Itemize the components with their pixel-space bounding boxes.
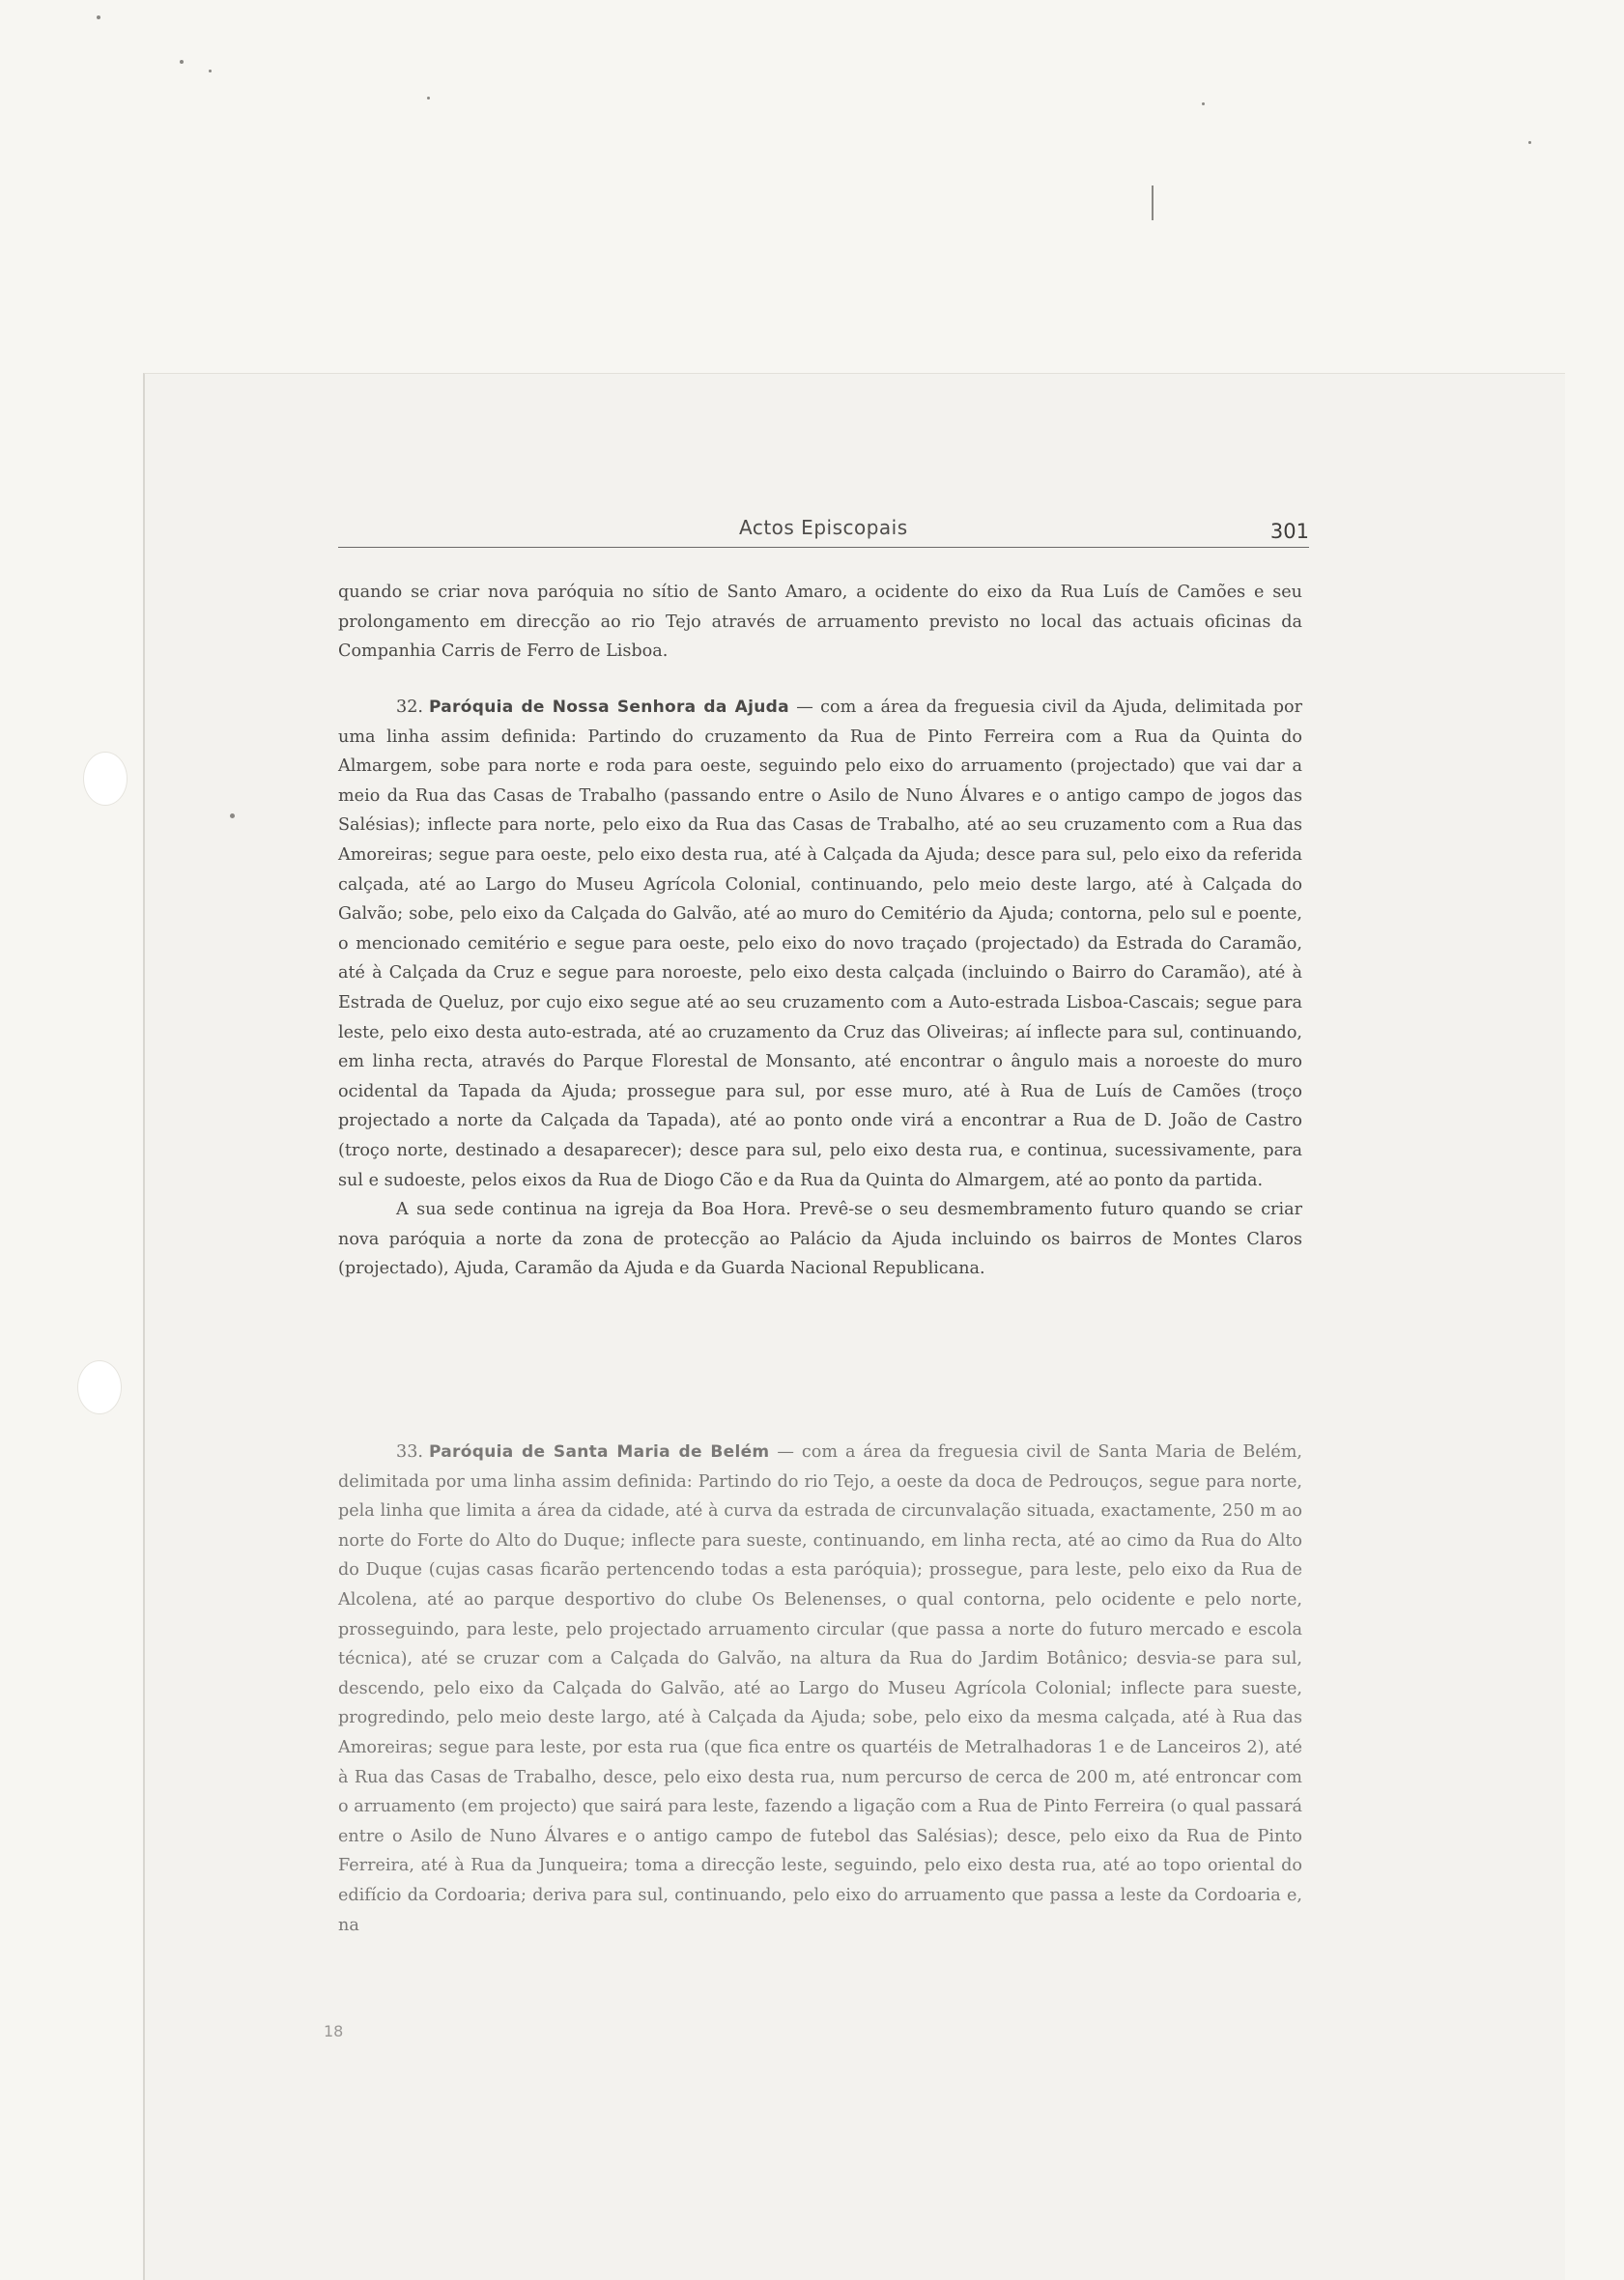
scan-speck [427,97,430,100]
scan-speck [1202,102,1205,105]
page-number: 301 [1269,520,1309,543]
section-32-paragraph [338,693,1302,1195]
section-32-sede: A sua sede continua na igreja da Boa Hora. Prevê-se o seu desmembramento futuro quando se criar nova paróquia a norte da zona de protecção ao Palácio da Ajuda incluindo os bairros de Montes Claros (projectado), Ajuda, Caramão da Ajuda e da Guarda Nacional Republicana. [338,1200,1302,1279]
page-header [338,512,1309,548]
scan-speck [97,15,100,19]
section-33-number: 33. [396,1442,423,1462]
section-33-text: — com a área da freguesia civil de Santa Maria de Belém, delimitada por uma linha assim definida: Partindo do rio Tejo, a oeste da doca de Pedrouços, segue para norte, pela linha que limita a área da cidade, até à curva da estrada de circunvalação situada, exactamente, 250 m ao norte do Forte do Alto do Duque; inflecte para sueste, continuando, em linha recta, até ao cimo da Rua do Alto do Duque (cujas casas ficarão pertencendo todas a esta paróquia); prossegue, para leste, pelo eixo da Rua de Alcolena, até ao parque desportivo do clube Os Belenenses, o qual contorna, pelo ocidente e pelo norte, prosseguindo, para leste, pelo projectado arruamento circular (que passa a norte do futuro mercado e escola técnica), até se cruzar com a Calçada do Galvão, na altura da Rua do Jardim Botânico; desvia-se para sul, descendo, pelo eixo da Calçada do Galvão, até ao Largo do Museu Agrícola Colonial; inflecte para sueste, progredindo, pelo meio deste largo, até à Calçada da Ajuda; sobe, pelo eixo da mesma calçada, até à Rua das Amoreiras; segue para leste, por esta rua (que fica entre os quartéis de Metralhadoras 1 e de Lanceiros 2), até à Rua das Casas de Trabalho, desce, pelo eixo desta rua, num percurso de cerca de 200 m, até entroncar com o arruamento (em projecto) que sairá para leste, fazendo a ligação com a Rua de Pinto Ferreira (o qual passará entre o Asilo de Nuno Álvares e o antigo campo de futebol das Salésias); desce, pelo eixo da Rua de Pinto Ferreira, até à Rua da Junqueira; toma a direcção leste, seguindo, pelo eixo desta rua, até ao topo oriental do edifício da Cordoaria; deriva para sul, continuando, pelo eixo do arruamento que passa a leste da Cordoaria e, na [338,1442,1302,1935]
scan-speck [180,60,184,64]
scan-speck [230,813,235,818]
scan-speck [209,70,212,72]
scan-mark [1152,185,1154,220]
section-32-text: — com a área da freguesia civil da Ajuda, delimitada por uma linha assim definida: Partindo do cruzamento da Rua de Pinto Ferreira com a Rua da Quinta do Almargem, sobe para norte e roda para oeste, seguindo pelo eixo do arruamento (projectado) que vai dar a meio da Rua das Casas de Trabalho (passando entre o Asilo de Nuno Álvares e o antigo campo de jogos das Salésias); inflecte para norte, pelo eixo da Rua das Casas de Trabalho, até ao seu cruzamento com a Rua das Amoreiras; segue para oeste, pelo eixo desta rua, até à Calçada da Ajuda; desce para sul, pelo eixo da referida calçada, até ao Largo do Museu Agrícola Colonial, continuando, pelo meio deste largo, até à Calçada do Galvão; sobe, pelo eixo da Calçada do Galvão, até ao muro do Cemitério da Ajuda; contorna, pelo sul e poente, o mencionado cemitério e segue para oeste, pelo eixo do novo traçado (projectado) da Estrada do Caramão, até à Calçada da Cruz e segue para noroeste, pelo eixo desta calçada (incluindo o Bairro do Caramão), até à Estrada de Queluz, por cujo eixo segue até ao seu cruzamento com a Auto-estrada Lisboa-Cascais; segue para leste, pelo eixo desta auto-estrada, até ao cruzamento da Cruz das Oliveiras; aí inflecte para sul, continuando, em linha recta, através do Parque Florestal de Monsanto, até encontrar o ângulo mais a noroeste do muro ocidental da Tapada da Ajuda; prossegue para sul, por esse muro, até à Rua de Luís de Camões (troço projectado a norte da Calçada da Tapada), até ao ponto onde virá a encontrar a Rua de D. João de Castro (troço norte, destinado a desaparecer); desce para sul, pelo eixo desta rua, e continua, sucessivamente, para sul e sudoeste, pelos eixos da Rua de Diogo Cão e da Rua da Quinta do Almargem, até ao ponto da partida. [338,698,1303,1190]
scan-speck [1528,141,1531,144]
section-32-heading: Paróquia de Nossa Senhora da Ajuda [428,698,789,717]
punch-hole-bottom [77,1360,122,1414]
section-33-paragraph [338,1438,1302,1940]
section-32 [338,693,1302,1284]
section-32-number: 32. [396,698,423,717]
intro-paragraph: quando se criar nova paróquia no sítio de Santo Amaro, a ocidente do eixo da Rua Luís de Camões e seu prolongamento em direcção ao rio Tejo através de arruamento previsto no local das actuais oficinas da Companhia Carris de Ferro de Lisboa. [338,583,1302,662]
running-title: Actos Episcopais [739,516,908,539]
punch-hole-top [83,752,128,806]
section-33-heading: Paróquia de Santa Maria de Belém [428,1442,770,1462]
section-33 [338,1438,1302,1940]
signature-mark: 18 [324,2022,344,2040]
intro-paragraph-block [338,578,1302,667]
